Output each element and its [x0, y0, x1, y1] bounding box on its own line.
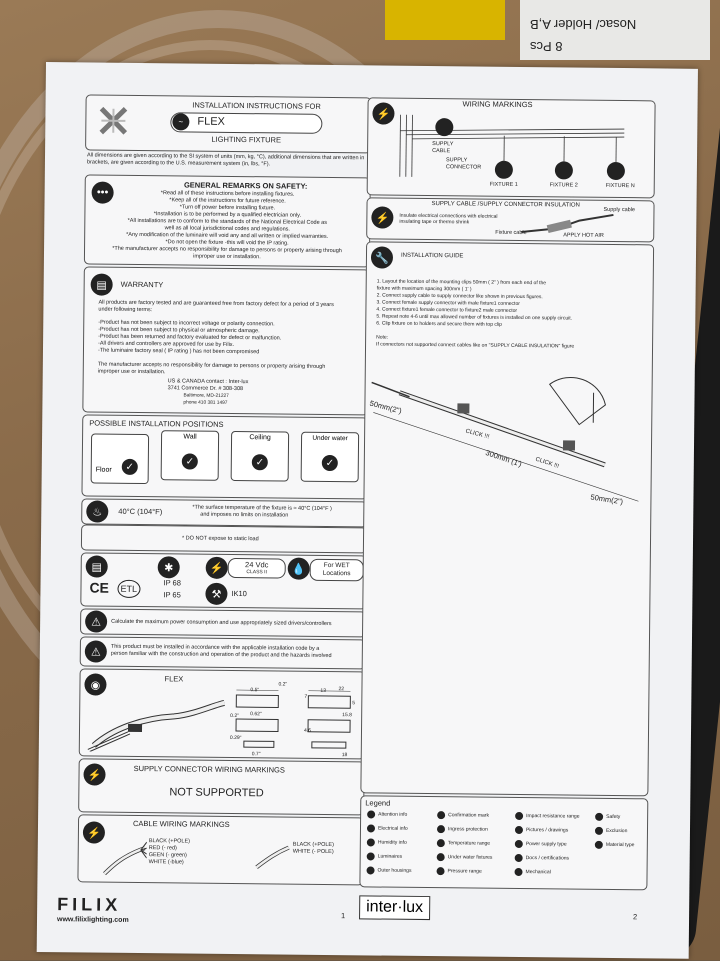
- guide-step: 2. Connect supply cable to supply connector like shown in previous figures.: [377, 292, 543, 300]
- safety-icon: [595, 813, 603, 821]
- wiring-box: [367, 97, 656, 198]
- luminaire-icon: [367, 852, 375, 860]
- supply-connector-label: SUPPLY: [446, 157, 467, 163]
- guide-note-label: Note:: [376, 334, 388, 340]
- warranty-term: -Product has not been subject to incorrect voltage or polarity connection.: [98, 320, 274, 329]
- guide-step: 4. Connect fixture1 female connector to fixture2 male connector: [376, 306, 517, 313]
- legend-item: Docs / certifications: [515, 854, 569, 863]
- safety-line: *The manufacturer accepts no responsibility for damage to persons or property arising through: [85, 245, 369, 255]
- warranty-responsibility: The manufacturer accepts no responsibility for damage to persons or property arising through: [98, 362, 326, 371]
- supply-connector-title: SUPPLY CONNECTOR WIRING MARKINGS: [134, 764, 285, 775]
- profile-drawings: [230, 685, 361, 756]
- positions-title: POSSIBLE INSTALLATION POSITIONS: [89, 418, 223, 428]
- safety-line: *Installation is to be performed by a qualified electrician only.: [85, 210, 369, 220]
- safety-line: *Turn off power before installing fixture.: [85, 203, 369, 213]
- filix-brand: FILIX: [57, 894, 121, 916]
- page-number: 1: [341, 911, 345, 920]
- label-holder: Nosac/ Holder A,B: [530, 17, 636, 32]
- guide-step: 3. Connect female supply connector with male fixture1 connector: [376, 299, 519, 307]
- ik-rating: IK10: [231, 589, 247, 598]
- warranty-term: -All drivers and controllers are approved for use by Filix.: [98, 341, 234, 349]
- fixture-label: FIXTURE 1: [490, 182, 518, 188]
- dimensions-box: [79, 668, 366, 759]
- electrical-icon: ⚡: [371, 206, 393, 228]
- wiring-title: WIRING MARKINGS: [463, 99, 533, 109]
- impact-icon: ⚒: [205, 583, 227, 605]
- safety-line: *All installations are to conform to the standards of the National Electrical Code as: [85, 217, 369, 227]
- left-page: [86, 94, 376, 97]
- voltage: 24 Vdc: [229, 560, 285, 570]
- dimension-label: 0.29": [230, 735, 242, 741]
- position-label: Floor: [96, 467, 148, 475]
- legend-item: Ingress protection: [437, 825, 488, 834]
- dimension-label: 0.62": [250, 711, 262, 717]
- insulation-note: Insulate electrical connections with electrical: [399, 213, 497, 220]
- attention-icon: ⚠: [85, 610, 107, 632]
- instruction-sheet: [37, 62, 698, 959]
- check-icon: ✓: [252, 454, 268, 470]
- cable-wiring-title: CABLE WIRING MARKINGS: [133, 819, 230, 829]
- yellow-package: [385, 0, 505, 40]
- wire-label: BLACK (+POLE): [149, 838, 190, 845]
- contact-line: Baltimore, MD-21227: [183, 392, 228, 399]
- legend-item: Under water fixtures: [437, 853, 493, 862]
- fixture-label: FIXTURE 2: [550, 182, 578, 188]
- guide-step: 1. Layout the location of the mounting clips 50mm ( 2" ) from each end of the: [377, 278, 546, 286]
- wet-label: For WET: [311, 562, 363, 570]
- exclusion-icon: [595, 827, 603, 835]
- pressure-icon: [437, 867, 445, 875]
- guide-title: INSTALLATION GUIDE: [401, 253, 464, 260]
- temperature-note: and imposes no limits on installation: [200, 512, 288, 520]
- click-label: CLICK !!!: [535, 457, 560, 470]
- dimension-product: FLEX: [165, 674, 184, 683]
- position-under-water: [301, 432, 360, 483]
- legend-item: Luminaires: [367, 852, 403, 860]
- spacing-label: 300mm (1'): [484, 448, 523, 469]
- safety-info-icon: •••: [92, 181, 114, 203]
- safety-line: improper use or installation.: [85, 252, 369, 262]
- voltage-pill: [228, 558, 286, 579]
- guide-step: 6. Clip fixture on to holders and secure them with top clip: [376, 320, 502, 327]
- ingress-icon: ✱: [158, 556, 180, 578]
- warranty-title: WARRANTY: [121, 280, 164, 289]
- under-water-icon: [437, 853, 445, 861]
- wire-label: BLACK (+POLE): [293, 842, 334, 849]
- fixture-label: FIXTURE N: [606, 183, 635, 189]
- temperature-box: [81, 498, 367, 527]
- position-ceiling: [231, 431, 290, 482]
- insulation-title: SUPPLY CABLE /SUPPLY CONNECTOR INSULATION: [432, 201, 580, 209]
- legend-item: Outer housings: [367, 866, 412, 874]
- safety-box: [84, 174, 371, 267]
- supply-cable-label: CABLE: [432, 148, 450, 154]
- electrical-icon: [367, 824, 375, 832]
- attention-icon: [367, 810, 375, 818]
- contact-line: US & CANADA contact : Inter-lux: [168, 378, 249, 386]
- insulation-note: insulating tape or thermo shrink: [399, 219, 469, 226]
- legend-item: Temperature range: [437, 839, 490, 848]
- hot-air-label: APPLY HOT AIR: [563, 232, 604, 238]
- ingress-icon: [437, 825, 445, 833]
- mechanical-icon: [515, 868, 523, 876]
- dimension-label: 4.6: [304, 728, 311, 734]
- legend-item: Mechanical: [515, 868, 551, 876]
- legend-box: [359, 795, 648, 890]
- code-note: This product must be installed in accordance with the applicable installation code by a: [111, 644, 320, 653]
- legend-item: Humidity info: [367, 838, 407, 846]
- guide-box: [360, 241, 654, 796]
- click-label: CLICK !!!: [465, 429, 490, 441]
- supply-connector-label: CONNECTOR: [446, 164, 481, 170]
- fixture-cable-label: Fixture cable: [495, 230, 527, 236]
- dimension-label: 0.5": [250, 687, 259, 693]
- confirmation-icon: [437, 811, 445, 819]
- ce-mark: CE: [89, 579, 109, 595]
- humidity-icon: [367, 838, 375, 846]
- supply-connector-box: [78, 758, 365, 815]
- check-icon: ✓: [122, 459, 138, 475]
- warranty-responsibility: improper use or installation.: [98, 369, 166, 377]
- guide-note: If connectors not supported connect cables like on "SUPPLY CABLE INSULATION" figure: [376, 341, 574, 349]
- legend-item: Attention info: [367, 810, 407, 818]
- flex-strip-drawing: [84, 687, 231, 753]
- product-pill: [170, 112, 322, 134]
- safety-line: *Any modification of the luminaire will void any and all written or implied warranties.: [85, 231, 369, 241]
- check-icon: ✓: [182, 453, 198, 469]
- ratings-box: [80, 552, 367, 609]
- camera-icon: [515, 826, 523, 834]
- legend-title: Legend: [365, 798, 390, 807]
- legend-item: Pictures / drawings: [515, 826, 568, 835]
- wet-pill: [310, 559, 364, 582]
- electrical-icon: ⚡: [372, 102, 394, 124]
- warranty-box: [82, 266, 370, 415]
- units-note: All dimensions are given according to the SI system of units (mm, kg, °C), additional dimensions that are written in brackets, are given according to the U.S. measurement system (in, lbs, °F).: [87, 152, 371, 169]
- warranty-term: -Product has been returned and factory evaluated for defect or malfunction.: [98, 334, 281, 343]
- legend-item: Impact resistance range: [515, 812, 579, 821]
- dimension-label: 15.8: [342, 712, 352, 718]
- temperature-value: 40°C (104°F): [118, 507, 162, 516]
- dimension-label: 0.7": [252, 751, 261, 757]
- temperature-icon: ♨: [86, 500, 108, 522]
- electrical-icon: ⚡: [83, 763, 105, 785]
- safety-line: *Do not open the fixture -this will void the IP rating.: [85, 238, 369, 248]
- legend-item: Material type: [595, 841, 635, 849]
- electrical-icon: ⚡: [206, 557, 228, 579]
- certification-icon: [515, 854, 523, 862]
- check-icon: ✓: [322, 455, 338, 471]
- wrench-icon: 🔧: [371, 246, 393, 268]
- wire-label: GEEN (- green): [149, 852, 187, 859]
- page-number: 2: [633, 912, 637, 921]
- legend-item: Electrical info: [367, 824, 408, 832]
- dimension-left: 50mm(2"): [369, 399, 403, 416]
- header-box: [85, 94, 372, 153]
- electrical-icon: ⚡: [83, 821, 105, 843]
- temperature-icon: [437, 839, 445, 847]
- cable-wiring-box: [77, 814, 364, 885]
- wire-label: RED (- red): [149, 845, 177, 852]
- power-supply-icon: [515, 840, 523, 848]
- legend-item: Confirmation mark: [437, 811, 489, 820]
- etl-mark: ETL: [117, 580, 140, 598]
- product-name: FLEX: [197, 116, 225, 128]
- dimension-label: 5: [352, 700, 355, 706]
- dimension-right: 50mm(2"): [590, 493, 624, 507]
- header-subtitle: LIGHTING FIXTURE: [176, 134, 316, 144]
- class: CLASS II: [229, 569, 285, 576]
- legend-item: Pressure range: [437, 867, 482, 875]
- ip-rating: IP 68: [164, 578, 181, 587]
- position-floor: [91, 433, 150, 484]
- dimension-label: 13: [320, 688, 326, 694]
- warranty-term: -Product has not been subject to physical or atmospheric damage.: [98, 327, 260, 336]
- flex-strip-icon: ~: [172, 113, 189, 130]
- wire-label: WHITE (-blue): [149, 859, 184, 866]
- position-label: Ceiling: [232, 434, 288, 442]
- guide-step: 5. Repeat note 4-6 until max allowed number of fixtures is installed on one supply circuit.: [376, 313, 572, 321]
- filix-website: www.filixlighting.com: [57, 916, 129, 924]
- dimension-label: 18: [342, 752, 348, 758]
- dimension-label: 22: [338, 686, 344, 692]
- warranty-intro: under following terms:: [98, 307, 152, 315]
- right-page: [368, 97, 654, 100]
- safety-line: *Read all of these instructions before installing fixtures.: [86, 189, 370, 199]
- mounting-diagram: [368, 372, 645, 505]
- legend-item: Safety: [595, 813, 620, 821]
- wet-label: Locations: [311, 570, 363, 578]
- dimension-label: 0.2": [230, 713, 239, 719]
- filix-x-logo: [98, 106, 128, 136]
- warranty-intro: All products are factory tested and are guaranteed free from factory defect for a period of 3 years: [98, 300, 333, 309]
- position-label: Wall: [162, 433, 218, 441]
- supply-cable-label: SUPPLY: [432, 141, 453, 147]
- warranty-term: -The luminaire factory seal ( IP rating ) has not been compromised: [98, 348, 259, 357]
- safety-title: GENERAL REMARKS ON SAFETY:: [146, 180, 346, 191]
- header-title: INSTALLATION INSTRUCTIONS FOR: [157, 100, 357, 111]
- four-wire-cable-drawing: [102, 836, 146, 876]
- code-note: person familiar with the construction and operation of the product and the hazards involved: [111, 651, 332, 660]
- book-icon: ▤: [86, 555, 108, 577]
- ip-rating: IP 65: [163, 590, 180, 599]
- material-icon: [595, 841, 603, 849]
- holder-bag-label: [520, 0, 710, 60]
- insulation-box: [366, 197, 654, 242]
- attention-icon: ⚠: [85, 640, 107, 662]
- power-note: Calculate the maximum power consumption and use appropriately sized drivers/controllers: [111, 619, 331, 628]
- two-wire-cable-drawing: [255, 839, 291, 869]
- static-load-note: * DO NOT expose to static load: [182, 535, 259, 543]
- code-box: [80, 636, 366, 669]
- impact-icon: [515, 812, 523, 820]
- supply-cable-label: Supply cable: [603, 207, 635, 213]
- dimension-label: 7: [304, 694, 307, 700]
- book-icon: ▤: [91, 273, 113, 295]
- contact-line: phone 410 381 1497: [183, 399, 227, 406]
- positions-box: [81, 414, 368, 499]
- wire-label: WHITE (- POLE): [293, 849, 334, 856]
- contact-line: 3741 Commerce Dr. # 308-308: [168, 385, 244, 393]
- safety-line: well as all local jurisdictional codes and regulations.: [85, 224, 369, 234]
- static-load-box: [81, 524, 367, 553]
- interlux-brand: inter·lux: [359, 895, 430, 920]
- supply-connector-status: NOT SUPPORTED: [169, 786, 263, 799]
- power-box: [80, 608, 366, 637]
- dimension-label: 0.2": [278, 681, 287, 687]
- position-wall: [161, 430, 220, 481]
- temperature-note: *The surface temperature of the fixture is ≈ 40°C (104°F ): [192, 505, 332, 513]
- housing-icon: [367, 866, 375, 874]
- guide-step: fixture with maximum spacing 300mm ( 1' ): [377, 285, 472, 292]
- legend-item: Power supply type: [515, 840, 567, 849]
- safety-line: *Keep all of the instructions for future reference.: [86, 196, 370, 206]
- legend-item: Exclusion: [595, 827, 627, 835]
- label-count: 8 Pcs: [530, 39, 563, 54]
- position-label: Under water: [302, 435, 358, 443]
- camera-icon: ◉: [84, 673, 106, 695]
- humidity-icon: 💧: [288, 558, 310, 580]
